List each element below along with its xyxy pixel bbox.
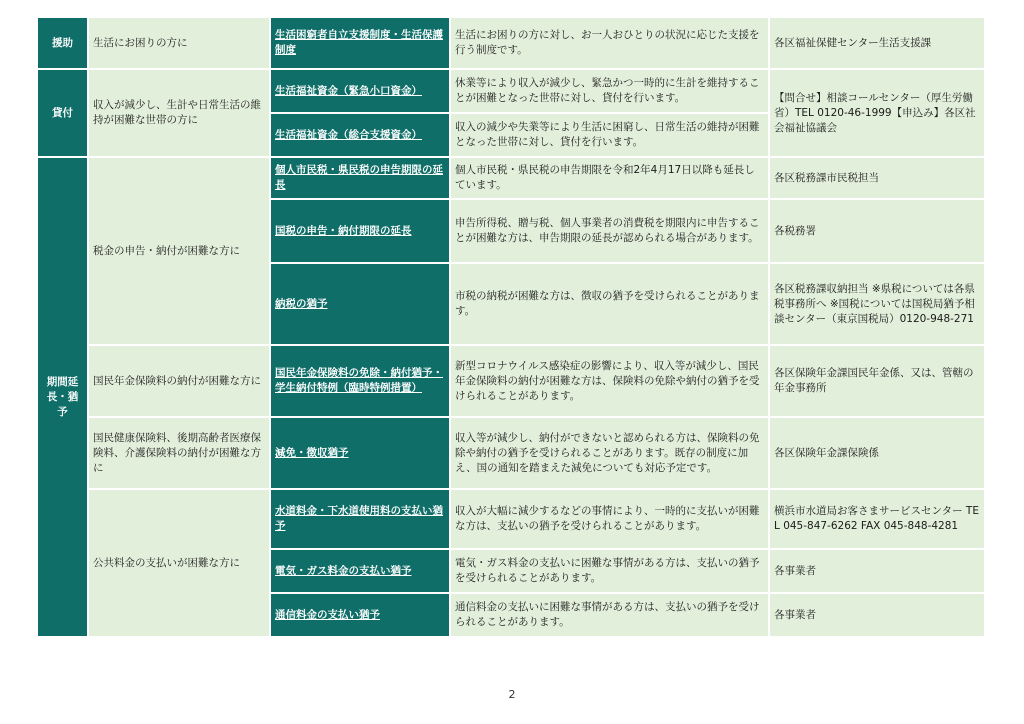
table-row <box>38 158 984 198</box>
system-link[interactable]: 生活困窮者自立支援制度・生活保護制度 <box>271 18 449 68</box>
system-link[interactable]: 国民年金保険料の免除・納付猶予・学生納付特例（臨時特例措置） <box>271 346 449 416</box>
table-row <box>38 18 984 68</box>
description-cell: 収入が大幅に減少するなどの事情により、一時的に支払いが困難な方は、支払いの猶予を受けられることがあります。 <box>451 490 768 548</box>
system-link[interactable]: 減免・徴収猶予 <box>271 418 449 488</box>
contact-cell: 各税務署 <box>770 200 984 262</box>
system-link[interactable]: 個人市民税・県民税の申告期限の延長 <box>271 158 449 198</box>
system-link[interactable]: 生活福祉資金（総合支援資金） <box>271 114 449 156</box>
page-number: 2 <box>508 688 516 701</box>
contact-cell: 各事業者 <box>770 594 984 636</box>
description-cell: 新型コロナウイルス感染症の影響により、収入等が減少し、国民年金保険料の納付が困難な方は、保険料の免除や納付の猶予を受けられることがあります。 <box>451 346 768 416</box>
description-cell: 収入等が減少し、納付ができないと認められる方は、保険料の免除や納付の猶予を受けられることがあります。既存の制度に加え、国の通知を踏まえた減免についても対応予定です。 <box>451 418 768 488</box>
contact-cell: 各区保険年金課保険係 <box>770 418 984 488</box>
description-cell: 個人市民税・県民税の申告期限を令和2年4月17日以降も延長しています。 <box>451 158 768 198</box>
description-cell: 生活にお困りの方に対し、お一人おひとりの状況に応じた支援を行う制度です。 <box>451 18 768 68</box>
table-row <box>38 418 984 488</box>
contact-cell: 各区福祉保健センター生活支援課 <box>770 18 984 68</box>
system-link[interactable]: 電気・ガス料金の支払い猶予 <box>271 550 449 592</box>
target-cell: 公共料金の支払いが困難な方に <box>89 490 269 636</box>
contact-cell: 【問合せ】相談コールセンター（厚生労働省）TEL 0120-46-1999【申込み】各区社会福祉協議会 <box>770 70 984 156</box>
system-link[interactable]: 納税の猶予 <box>271 264 449 344</box>
category-loan: 貸付 <box>38 70 87 156</box>
category-assist: 援助 <box>38 18 87 68</box>
contact-cell: 各区税務課市民税担当 <box>770 158 984 198</box>
system-link[interactable]: 水道料金・下水道使用料の支払い猶予 <box>271 490 449 548</box>
contact-cell: 横浜市水道局お客さまサービスセンター TEL 045-847-6262 FAX 045-848-4281 <box>770 490 984 548</box>
description-cell: 市税の納税が困難な方は、徴収の猶予を受けられることがあります。 <box>451 264 768 344</box>
table-row <box>38 346 984 416</box>
target-cell: 国民健康保険料、後期高齢者医療保険料、介護保険料の納付が困難な方に <box>89 418 269 488</box>
contact-cell: 各事業者 <box>770 550 984 592</box>
target-cell: 生活にお困りの方に <box>89 18 269 68</box>
target-cell: 収入が減少し、生計や日常生活の維持が困難な世帯の方に <box>89 70 269 156</box>
target-cell: 税金の申告・納付が困難な方に <box>89 158 269 344</box>
system-link[interactable]: 国税の申告・納付期限の延長 <box>271 200 449 262</box>
contact-cell: 各区保険年金課国民年金係、又は、管轄の年金事務所 <box>770 346 984 416</box>
contact-cell: 各区税務課収納担当 ※県税については各県税事務所へ ※国税については国税局猶予相談センター（東京国税局）0120-948-271 <box>770 264 984 344</box>
description-cell: 休業等により収入が減少し、緊急かつ一時的に生計を維持することが困難となった世帯に対し、貸付を行います。 <box>451 70 768 112</box>
category-extension: 期間延長・猶予 <box>38 158 87 636</box>
description-cell: 収入の減少や失業等により生活に困窮し、日常生活の維持が困難となった世帯に対し、貸付を行います。 <box>451 114 768 156</box>
table-row <box>38 490 984 548</box>
description-cell: 電気・ガス料金の支払いに困難な事情がある方は、支払いの猶予を受けられることがあります。 <box>451 550 768 592</box>
system-link[interactable]: 通信料金の支払い猶予 <box>271 594 449 636</box>
support-table <box>36 16 986 638</box>
target-cell: 国民年金保険料の納付が困難な方に <box>89 346 269 416</box>
system-link[interactable]: 生活福祉資金（緊急小口資金） <box>271 70 449 112</box>
description-cell: 通信料金の支払いに困難な事情がある方は、支払いの猶予を受けられることがあります。 <box>451 594 768 636</box>
description-cell: 申告所得税、贈与税、個人事業者の消費税を期限内に申告することが困難な方は、申告期限の延長が認められる場合があります。 <box>451 200 768 262</box>
table-row <box>38 70 984 112</box>
